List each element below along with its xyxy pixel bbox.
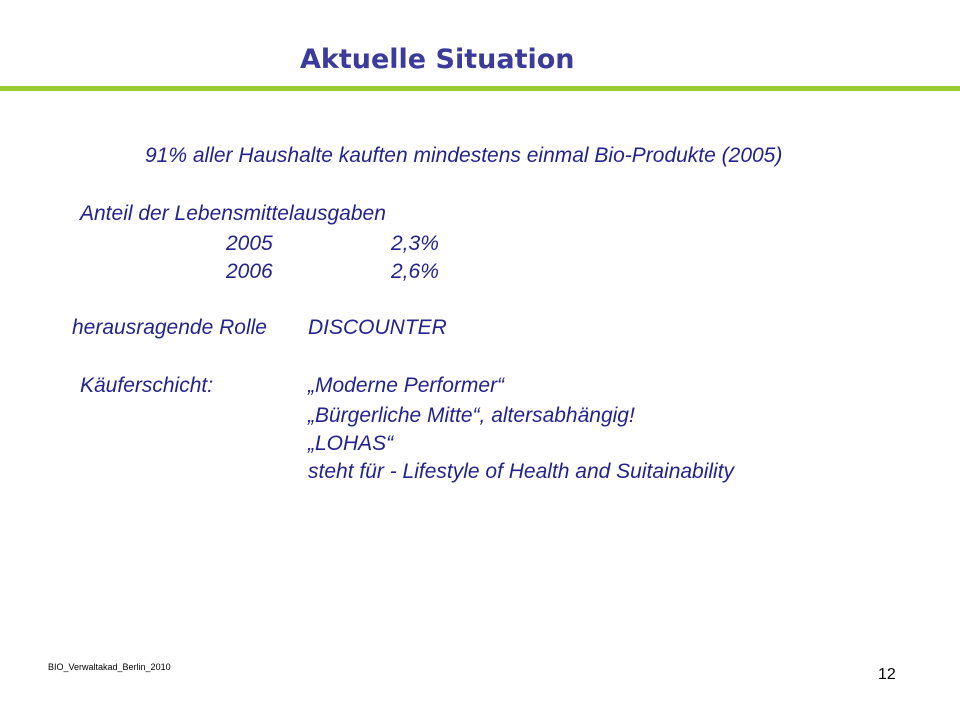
share-value-2006: 2,6%	[391, 260, 439, 283]
buyers-item: steht für - Lifestyle of Health and Suitainability	[308, 460, 735, 483]
buyers-item: „LOHAS“	[308, 432, 394, 455]
share-year-2006: 2006	[226, 260, 273, 283]
buyers-label: Käuferschicht:	[80, 374, 214, 397]
share-label: Anteil der Lebensmittelausgaben	[80, 202, 386, 225]
share-year-2005: 2005	[226, 232, 273, 255]
buyers-item: „Moderne Performer“	[308, 374, 505, 397]
slide-title: Aktuelle Situation	[300, 44, 575, 75]
title-underline-bar	[0, 86, 960, 91]
footer-source: BIO_Verwaltakad_Berlin_2010	[48, 662, 171, 672]
role-label: herausragende Rolle	[72, 316, 267, 339]
headline-statement: 91% aller Haushalte kauften mindestens einmal Bio-Produkte (2005)	[145, 144, 783, 167]
buyers-item: „Bürgerliche Mitte“, altersabhängig!	[308, 404, 635, 427]
page-number: 12	[878, 666, 896, 683]
role-value: DISCOUNTER	[308, 316, 447, 339]
share-value-2005: 2,3%	[391, 232, 439, 255]
